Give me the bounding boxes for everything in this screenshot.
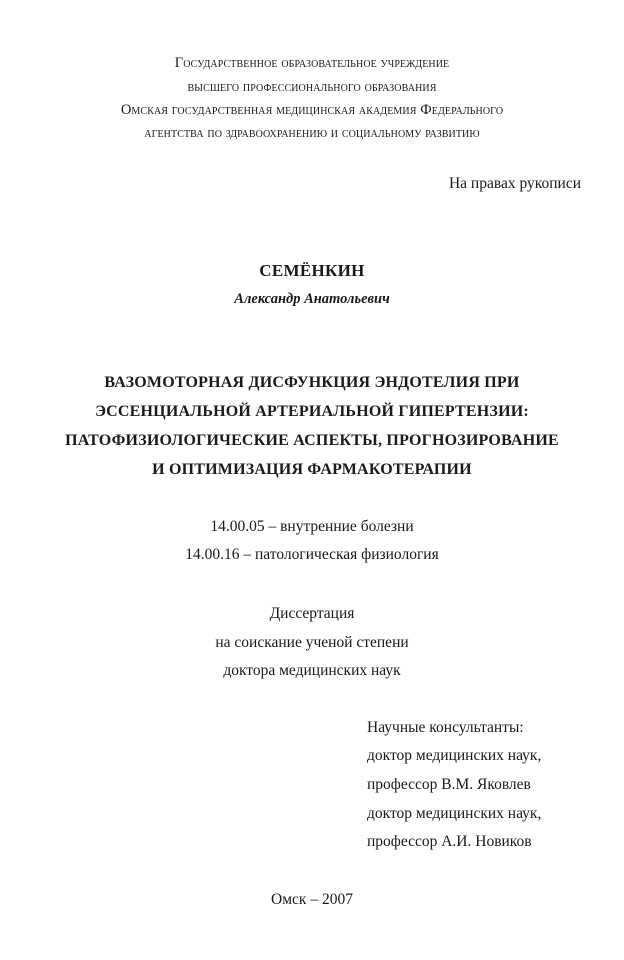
- consultant-2-name: профессор А.И. Новиков: [367, 833, 532, 850]
- institution-line-3: Омская государственная медицинская академия Федерального: [120, 102, 504, 118]
- title-line-2: ЭССЕНЦИАЛЬНОЙ АРТЕРИАЛЬНОЙ ГИПЕРТЕНЗИИ:: [95, 403, 529, 420]
- title-line-1: ВАЗОМОТОРНАЯ ДИСФУНКЦИЯ ЭНДОТЕЛИЯ ПРИ: [104, 374, 520, 391]
- author-surname: СЕМЁНКИН: [259, 261, 365, 280]
- consultant-1-name: профессор В.М. Яковлев: [367, 776, 531, 793]
- author-given-names: Александр Анатольевич: [234, 291, 390, 307]
- title-line-3: ПАТОФИЗИОЛОГИЧЕСКИЕ АСПЕКТЫ, ПРОГНОЗИРОВАНИЕ: [65, 432, 559, 449]
- consultant-1-degree: доктор медицинских наук,: [367, 747, 542, 764]
- institution-line-2: высшего профессионального образования: [187, 79, 437, 95]
- specialty-2: 14.00.16 – патологическая физиология: [185, 546, 439, 563]
- place-year: Омск – 2007: [271, 891, 353, 908]
- manuscript-note: На правах рукописи: [448, 175, 581, 192]
- institution-line-4: агентства по здравоохранению и социальному развитию: [144, 125, 480, 141]
- consultants-heading: Научные консультанты:: [367, 719, 524, 736]
- degree-line-2: доктора медицинских наук: [223, 662, 401, 679]
- title-line-4: И ОПТИМИЗАЦИЯ ФАРМАКОТЕРАПИИ: [152, 461, 472, 478]
- degree-line-1: на соискание ученой степени: [215, 634, 409, 651]
- dissertation-label: Диссертация: [269, 605, 355, 622]
- consultant-2-degree: доктор медицинских наук,: [367, 805, 542, 822]
- specialty-1: 14.00.05 – внутренние болезни: [210, 518, 414, 535]
- institution-line-1: Государственное образовательное учреждение: [174, 55, 450, 71]
